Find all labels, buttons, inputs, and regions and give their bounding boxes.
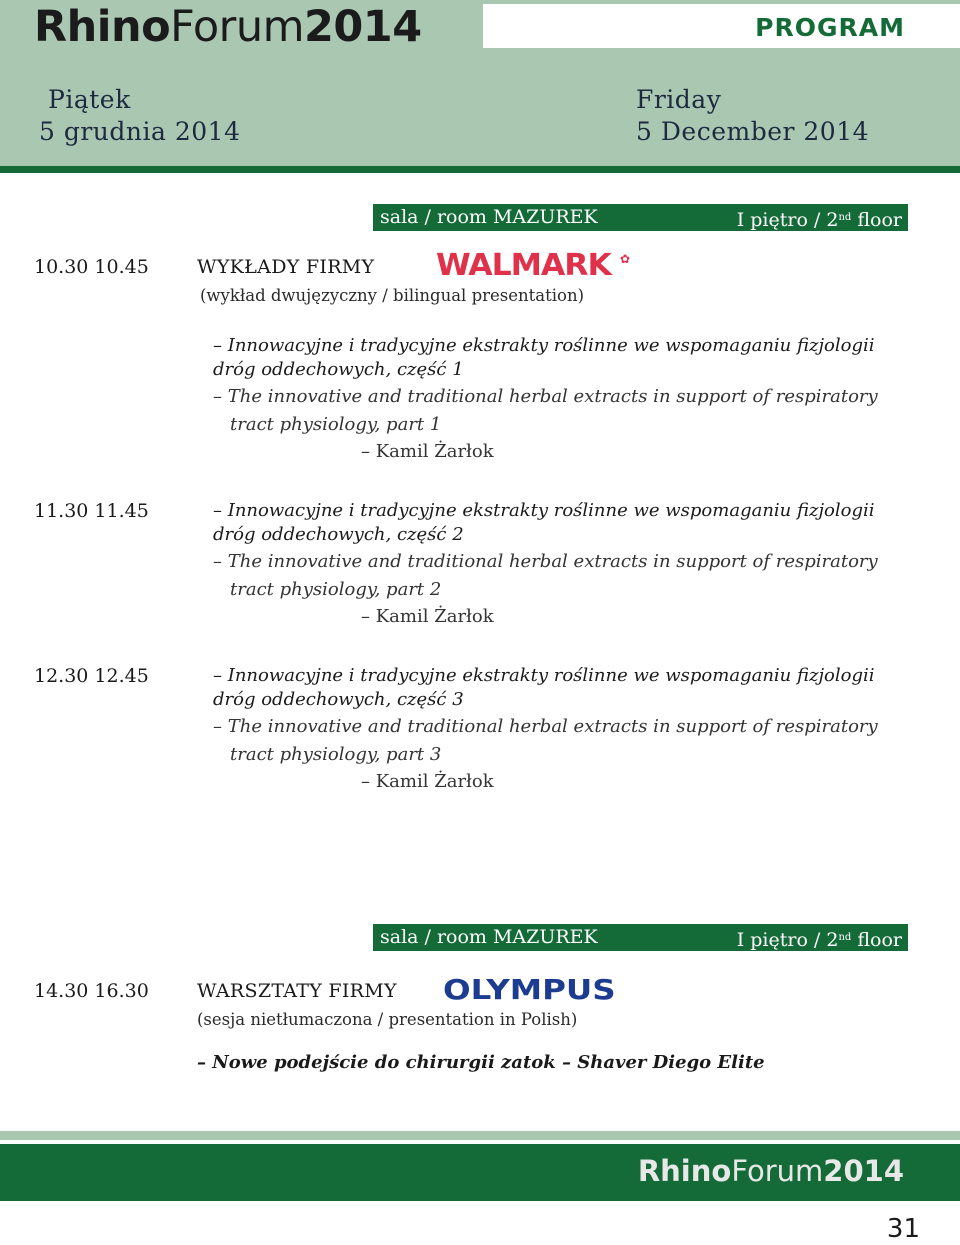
brand-logo bbox=[34, 2, 422, 52]
talk-title-en-cont: tract physiology, part 2 bbox=[230, 579, 442, 600]
session-title: WYKŁADY FIRMY bbox=[197, 256, 375, 278]
floor-label: I piętro / 2nd floor bbox=[736, 929, 902, 951]
day-pl-date: 5 grudnia 2014 bbox=[39, 117, 241, 146]
day-en-weekday: Friday bbox=[636, 85, 722, 114]
room-bar bbox=[373, 924, 908, 951]
talk-title-en-cont: tract physiology, part 3 bbox=[230, 744, 442, 765]
talk-title-en: – The innovative and traditional herbal extracts in support of respiratory bbox=[213, 716, 878, 737]
brand-regular: Forum bbox=[170, 2, 304, 52]
session-note: (sesja nietłumaczona / presentation in Polish) bbox=[197, 1010, 578, 1029]
session-time: 12.30 12.45 bbox=[34, 665, 149, 687]
talk-title-en: – The innovative and traditional herbal extracts in support of respiratory bbox=[213, 551, 878, 572]
talk-title-pl-cont: dróg oddechowych, część 3 bbox=[213, 689, 464, 710]
talk-title-en: – The innovative and traditional herbal extracts in support of respiratory bbox=[213, 386, 878, 407]
walmark-flower-icon: ✿ bbox=[620, 252, 631, 266]
speaker: – Kamil Żarłok bbox=[361, 771, 494, 792]
speaker: – Kamil Żarłok bbox=[361, 441, 494, 462]
footer-rule bbox=[0, 1131, 960, 1140]
session-title: WARSZTATY FIRMY bbox=[197, 980, 397, 1002]
day-pl-weekday: Piątek bbox=[48, 85, 131, 114]
session-time: 14.30 16.30 bbox=[34, 980, 149, 1002]
page-number: 31 bbox=[886, 1214, 920, 1244]
session-time: 10.30 10.45 bbox=[34, 256, 149, 278]
talk-title-en-cont: tract physiology, part 1 bbox=[230, 414, 442, 435]
talk-title-pl: – Innowacyjne i tradycyjne ekstrakty roślinne we wspomaganiu fizjologii bbox=[213, 335, 875, 356]
workshop-title: – Nowe podejście do chirurgii zatok – Shaver Diego Elite bbox=[197, 1052, 765, 1073]
footer-brand-logo: RhinoForum2014 bbox=[637, 1154, 904, 1188]
header-rule bbox=[0, 166, 960, 173]
brand-bold: Rhino bbox=[34, 2, 171, 52]
room-label: sala / room MAZUREK bbox=[380, 926, 598, 948]
session-time: 11.30 11.45 bbox=[34, 500, 149, 522]
talk-title-pl-cont: dróg oddechowych, część 2 bbox=[213, 524, 464, 545]
floor-label: I piętro / 2nd floor bbox=[736, 209, 902, 231]
room-bar bbox=[373, 204, 908, 231]
program-label: PROGRAM bbox=[755, 13, 905, 42]
speaker: – Kamil Żarłok bbox=[361, 606, 494, 627]
session-note: (wykład dwujęzyczny / bilingual presentation) bbox=[200, 286, 585, 305]
talk-title-pl: – Innowacyjne i tradycyjne ekstrakty roślinne we wspomaganiu fizjologii bbox=[213, 500, 875, 521]
walmark-logo: WALMARK bbox=[436, 248, 611, 283]
room-label: sala / room MAZUREK bbox=[380, 206, 598, 228]
day-en-date: 5 December 2014 bbox=[636, 117, 870, 146]
talk-title-pl: – Innowacyjne i tradycyjne ekstrakty roślinne we wspomaganiu fizjologii bbox=[213, 665, 875, 686]
talk-title-pl-cont: dróg oddechowych, część 1 bbox=[213, 359, 464, 380]
olympus-logo: OLYMPUS bbox=[443, 973, 616, 1006]
program-box bbox=[483, 4, 960, 48]
brand-year: 2014 bbox=[303, 2, 422, 52]
